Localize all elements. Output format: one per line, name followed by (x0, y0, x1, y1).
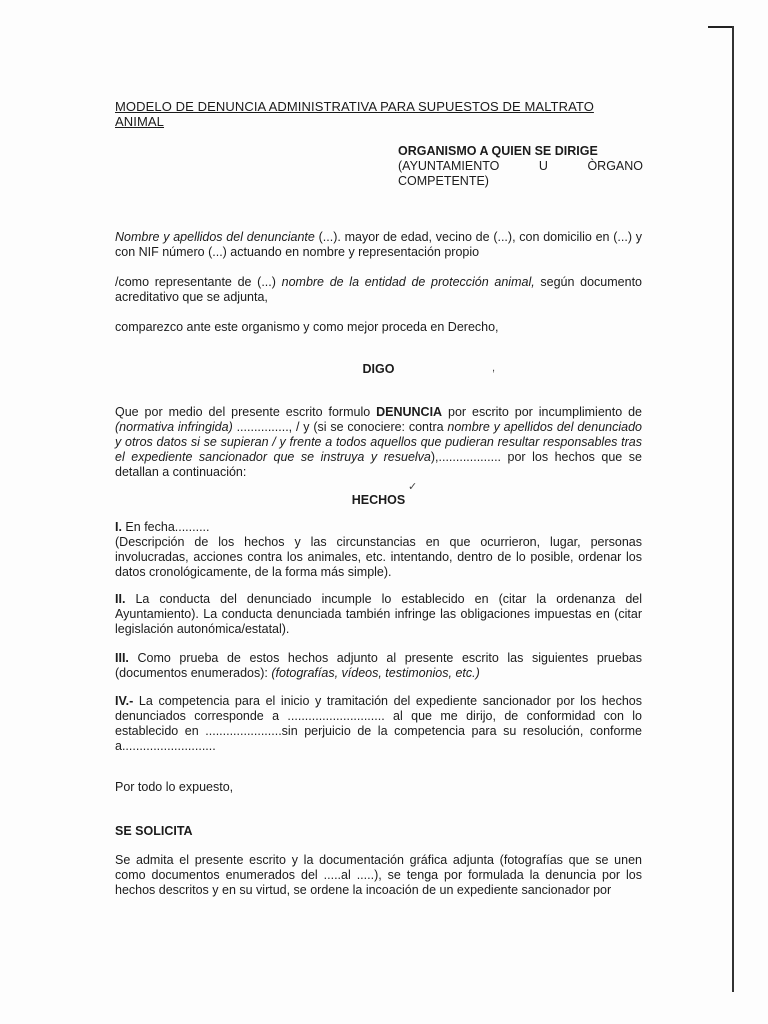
recipient-heading: ORGANISMO A QUIEN SE DIRIGE (398, 144, 598, 158)
heading-hechos: HECHOS (351, 493, 406, 507)
hecho-3-text: Como prueba de estos hechos adjunto al presente escrito las siguientes pruebas (documentos enumerados): (115, 651, 642, 680)
page-edge-right (732, 26, 734, 992)
representante-a: /como representante de (...) (115, 275, 282, 289)
document-title: MODELO DE DENUNCIA ADMINISTRATIVA PARA SUPUESTOS DE MALTRATO ANIMAL (115, 99, 594, 129)
hecho-4-num: IV.- (115, 694, 134, 708)
scan-speck: ✓ (408, 481, 418, 493)
hecho-1-desc: (Descripción de los hechos y las circunstancias en que ocurrieron, lugar, personas involucradas, acciones contra los animales, etc. intentando, dentro de lo posible, ordenar los datos cronológicamente, de la forma más simple). (115, 535, 642, 579)
hecho-4 (115, 694, 642, 754)
recipient-organo: ÒRGANO (587, 159, 643, 173)
hecho-1-fecha: En fecha.......... (121, 520, 210, 534)
hecho-1 (115, 520, 642, 580)
denuncia-d: ),.................. por los hechos que se detallan a continuación: (115, 450, 642, 479)
denuncia-c: ..............., / y (si se conociere: contra (232, 420, 448, 434)
hecho-4-text: La competencia para el inicio y tramitación del expediente sancionador por los hechos denunciados corresponde a ............................ al que me dirijo, de conformidad con lo establecido en ......................sin perjuicio de la competencia para su resolución, conforme a........................... (115, 694, 642, 753)
hecho-3 (115, 651, 642, 681)
paragraph-denuncia (115, 405, 642, 480)
hecho-2-text: La conducta del denunciado incumple lo establecido en (citar la ordenanza del Ayuntamiento). La conducta denunciada también infringe las obligaciones impuestas en (citar legislación autonómica/estatal). (115, 592, 642, 636)
representante-b: según documento acreditativo que se adjunta, (115, 275, 643, 304)
hecho-2 (115, 592, 642, 637)
recipient-line-2 (398, 159, 643, 174)
page-edge-top (708, 26, 734, 28)
paragraph-representante (115, 275, 642, 305)
scan-speck: , (492, 362, 496, 374)
recipient-block (398, 144, 643, 189)
hecho-3-num: III. (115, 651, 129, 665)
paragraph-denunciante (115, 230, 642, 260)
denuncia-bold: DENUNCIA (376, 405, 443, 419)
denunciante-italic: Nombre y apellidos del denunciante (115, 230, 315, 244)
denuncia-b: por escrito por incumplimiento de (442, 405, 642, 419)
heading-digo: DIGO (362, 362, 395, 376)
denunciante-rest: (...). mayor de edad, vecino de (...), con domicilio en (...) y con NIF número (...) actuando en nombre y representación propio (115, 230, 642, 259)
denuncia-a: Que por medio del presente escrito formulo (115, 405, 377, 419)
representante-italic: nombre de la entidad de protección animal, (281, 275, 535, 289)
heading-se-solicita: SE SOLICITA (115, 824, 193, 838)
hecho-1-num: I. (115, 520, 122, 534)
recipient-competente: COMPETENTE) (398, 174, 489, 188)
recipient-ayuntamiento: (AYUNTAMIENTO (398, 159, 500, 173)
paragraph-comparezco: comparezco ante este organismo y como mejor proceda en Derecho, (115, 320, 499, 334)
denuncia-italic-2: nombre y apellidos del denunciado y otros datos si se supieran / y frente a todos aquellos que pudieran resultar responsables tras el expediente sancionador que se instruya y resuelva (115, 420, 642, 464)
denuncia-italic-1: (normativa infringida) (115, 420, 233, 434)
hecho-2-num: II. (115, 592, 126, 606)
recipient-u: U (538, 159, 548, 173)
hecho-3-italic: (fotografías, vídeos, testimonios, etc.) (271, 666, 480, 680)
paragraph-expuesto: Por todo lo expuesto, (115, 780, 234, 794)
paragraph-final: Se admita el presente escrito y la documentación gráfica adjunta (fotografías que se unen como documentos enumerados del .....al .....), se tenga por formulada la denuncia por los hechos descritos y en su virtud, se ordene la incoación de un expediente sancionador por (115, 853, 642, 897)
